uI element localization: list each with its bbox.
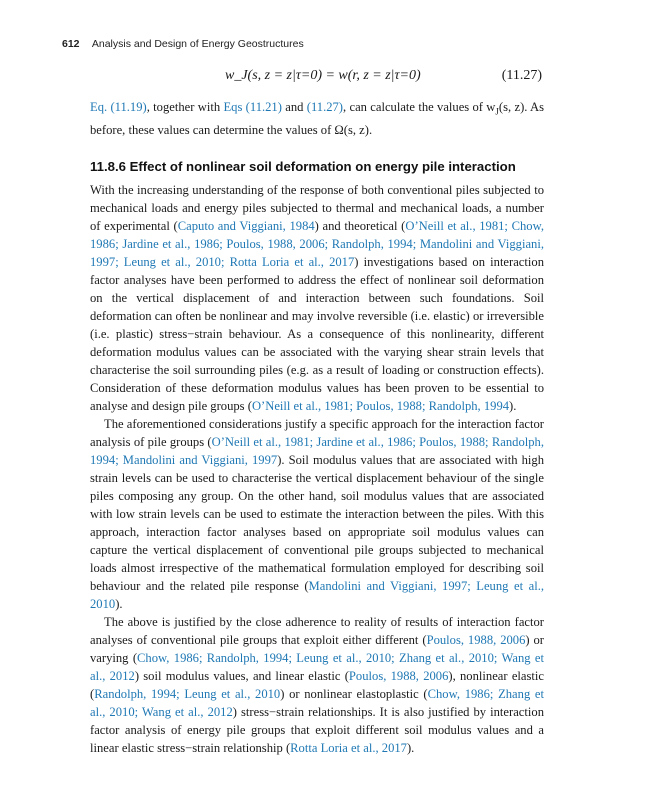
citation-link[interactable]: Rotta Loria et al., 2017 bbox=[290, 740, 407, 755]
equation-body: w_J(s, z = z|τ=0) = w(r, z = z|τ=0) bbox=[225, 68, 421, 83]
citation-link[interactable]: Chow, 1986; Zhang et al., 2010; Wang et al., 2012 bbox=[90, 686, 544, 719]
citation-link[interactable]: Poulos, 1988, 2006 bbox=[426, 632, 526, 647]
citation-link[interactable]: Randolph, 1994; Leung et al., 2010 bbox=[94, 686, 281, 701]
equation-11-27 bbox=[90, 68, 560, 90]
body-text bbox=[90, 98, 544, 757]
running-header bbox=[62, 38, 304, 50]
paragraph-3: The above is justified by the close adherence to reality of results of interaction factor analyses of conventional pile groups that exploit either different (Poulos, 1988, 2006) or varying (Chow, 1986; Randolph, 1994; Leung et al., 2010; Zhang et al., 2010; Wang et al., 2012) soil modulus values, and linear elastic (Poulos, 1988, 2006), nonlinear elastic (Randolph, 1994; Leung et al., 2010) or nonlinear elastoplastic (Chow, 1986; Zhang et al., 2010; Wang et al., 2012) stress−strain relationships. It is also justified by interaction factor analysis of energy pile groups that exploit different soil modulus values and a linear elastic stress−strain relationship (Rotta Loria et al., 2017). bbox=[90, 614, 545, 755]
page-number: 612 bbox=[62, 38, 80, 50]
citation-link[interactable]: O’Neill et al., 1981; Jardine et al., 1986; Poulos, 1988; Randolph, 1994; Mandolini and Viggiani, 1997 bbox=[90, 434, 544, 467]
eq-link[interactable]: Eq. (11.19) bbox=[90, 100, 147, 114]
intro-paragraph: Eq. (11.19), together with Eqs (11.21) and (11.27), can calculate the values of $w_J(s$, z). As before, these values can determine the values of Ω(s, z). bbox=[90, 100, 545, 137]
paragraph-1: With the increasing understanding of the response of both conventional piles subjected to mechanical loads and energy piles subjected to thermal and mechanical loads, a number of experimental (Caputo and Viggiani, 1984) and theoretical (O’Neill et al., 1981; Chow, 1986; Jardine et al., 1986; Poulos, 1988, 2006; Randolph, 1994; Mandolini and Viggiani, 1997; Leung et al., 2010; Rotta Loria et al., 2017) investigations based on interaction factor analyses have been performed to address the effect of nonlinear soil deformation on the vertical displacement of and interaction between such foundations. Soil deformation can often be nonlinear and may involve reversible (i.e. elastic) or irreversible (i.e. plastic) stress−strain behaviour. As a consequence of this nonlinearity, different deformation modulus values can be associated with the varying shear strain levels that characterise the soil surrounding piles (e.g. as a result of loading or construction effects). Consideration of these deformation modulus values has been proven to be essential to analyse and design pile groups (O’Neill et al., 1981; Poulos, 1988; Randolph, 1994). bbox=[90, 182, 544, 413]
citation-link[interactable]: O’Neill et al., 1981; Chow, 1986; Jardine et al., 1986; Poulos, 1988, 2006; Randolph, 1994; Mandolini and Viggiani, 1997; Leung et al., 2010; Rotta Loria et al., 2017 bbox=[90, 218, 544, 269]
equation-number: (11.27) bbox=[501, 68, 542, 83]
citation-link[interactable]: Chow, 1986; Randolph, 1994; Leung et al., 2010; Zhang et al., 2010; Wang et al., 2012 bbox=[90, 650, 545, 683]
section-heading: 11.8.6 Effect of nonlinear soil deformation on energy pile interaction bbox=[90, 158, 516, 174]
running-title: Analysis and Design of Energy Geostructures bbox=[91, 38, 304, 50]
paragraph-2: The aforementioned considerations justify a specific approach for the interaction factor analysis of pile groups (O’Neill et al., 1981; Jardine et al., 1986; Poulos, 1988; Randolph, 1994; Mandolini and Viggiani, 1997). Soil modulus values that are associated with high strain levels can be used to characterise the vertical displacement behaviour of the single piles composing any group. On the other hand, soil modulus values that are associated with low strain levels can be used to estimate the interaction between the piles. With this approach, interaction factor analyses based on appropriate soil modulus values can capture the vertical displacement of conventional pile groups subjected to mechanical loads almost irrespective of the mathematical formulation employed for describing soil behaviour and the related pile response (Mandolini and Viggiani, 1997; Leung et al., 2010). bbox=[90, 416, 544, 611]
eq-link[interactable]: (11.27) bbox=[306, 100, 344, 114]
eq-link[interactable]: Eqs (11.21) bbox=[223, 100, 282, 114]
citation-link[interactable]: Mandolini and Viggiani, 1997; Leung et al., 2010 bbox=[90, 578, 544, 611]
citation-link[interactable]: Caputo and Viggiani, 1984 bbox=[177, 218, 315, 233]
citation-link[interactable]: Poulos, 1988, 2006 bbox=[348, 668, 449, 683]
citation-link[interactable]: O’Neill et al., 1981; Poulos, 1988; Randolph, 1994 bbox=[251, 398, 510, 413]
